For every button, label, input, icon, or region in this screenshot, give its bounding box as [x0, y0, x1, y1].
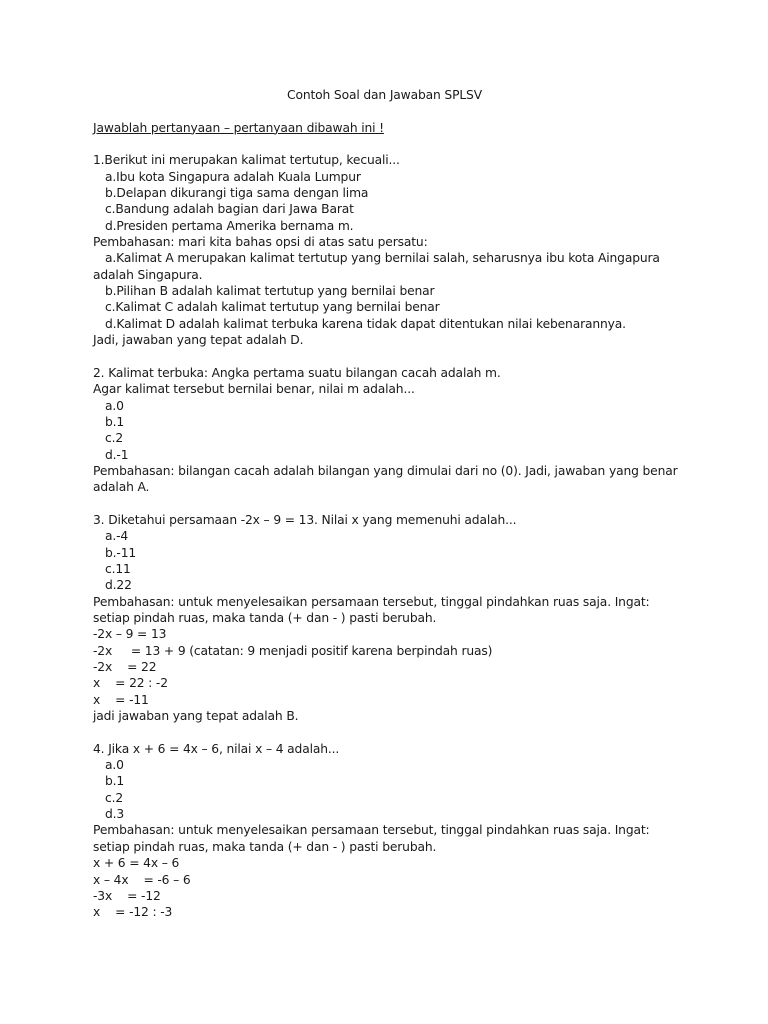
option-d: d.3 — [105, 807, 125, 822]
question-text: 3. Diketahui persamaan -2x – 9 = 13. Nilai x yang memenuhi adalah... — [93, 512, 517, 527]
option-c: c.Bandung adalah bagian dari Jawa Barat — [105, 202, 354, 217]
solution-step: x + 6 = 4x – 6 — [93, 856, 180, 871]
option-c: c.2 — [105, 431, 124, 446]
option-d: d.-1 — [105, 447, 129, 462]
solution-step: -2x = 22 — [93, 660, 157, 675]
discussion-point-d: d.Kalimat D adalah kalimat terbuka karena tidak dapat ditentukan nilai kebenarannya. — [105, 316, 626, 331]
solution-step: x = -11 — [93, 692, 149, 707]
question-text-continued: Agar kalimat tersebut bernilai benar, nilai m adalah... — [93, 382, 415, 397]
question-text: 4. Jika x + 6 = 4x – 6, nilai x – 4 adalah... — [93, 741, 340, 756]
solution-step: x – 4x = -6 – 6 — [93, 872, 191, 887]
option-d: d.22 — [105, 578, 132, 593]
discussion-point-b: b.Pilihan B adalah kalimat tertutup yang bernilai benar — [105, 284, 435, 299]
solution-step: -2x – 9 = 13 — [93, 627, 167, 642]
option-c: c.11 — [105, 561, 131, 576]
discussion-point-a: a.Kalimat A merupakan kalimat tertutup yang bernilai salah, seharusnya ibu kota Aingapura adalah Singapura. — [93, 251, 660, 282]
option-b: b.1 — [105, 774, 125, 789]
solution-step: -3x = -12 — [93, 888, 161, 903]
solution-step: x = 22 : -2 — [93, 676, 168, 691]
solution-step: x = -12 : -3 — [93, 905, 173, 920]
question-1 — [93, 152, 693, 348]
question-text: 1.Berikut ini merupakan kalimat tertutup, kecuali... — [93, 153, 400, 168]
answer-text: Jadi, jawaban yang tepat adalah D. — [93, 333, 304, 348]
instruction-heading: Jawablah pertanyaan – pertanyaan dibawah ini ! — [93, 120, 384, 135]
question-4 — [93, 741, 693, 921]
discussion-text: Pembahasan: mari kita bahas opsi di atas satu persatu: — [93, 235, 428, 250]
option-a: a.0 — [105, 398, 124, 413]
option-b: b.-11 — [105, 545, 137, 560]
document-body — [93, 87, 693, 921]
solution-step: -2x = 13 + 9 (catatan: 9 menjadi positif karena berpindah ruas) — [93, 643, 493, 658]
discussion-text: Pembahasan: bilangan cacah adalah bilangan yang dimulai dari no (0). Jadi, jawaban yang benar adalah A. — [93, 463, 678, 495]
option-b: b.1 — [105, 414, 125, 429]
question-3 — [93, 512, 693, 724]
option-b: b.Delapan dikurangi tiga sama dengan lima — [105, 186, 369, 201]
question-2 — [93, 365, 693, 496]
option-c: c.2 — [105, 790, 124, 805]
discussion-text: Pembahasan: untuk menyelesaikan persamaan tersebut, tinggal pindahkan ruas saja. Ingat: setiap pindah ruas, maka tanda (+ dan - ) pasti berubah. — [93, 594, 650, 625]
discussion-point-c: c.Kalimat C adalah kalimat tertutup yang bernilai benar — [105, 300, 440, 315]
option-d: d.Presiden pertama Amerika bernama m. — [105, 218, 354, 233]
document-title: Contoh Soal dan Jawaban SPLSV — [287, 88, 482, 102]
answer-text: jadi jawaban yang tepat adalah B. — [93, 709, 299, 724]
option-a: a.-4 — [105, 529, 129, 544]
option-a: a.0 — [105, 758, 124, 773]
discussion-text: Pembahasan: untuk menyelesaikan persamaan tersebut, tinggal pindahkan ruas saja. Ingat: setiap pindah ruas, maka tanda (+ dan - ) pasti berubah. — [93, 823, 650, 854]
option-a: a.Ibu kota Singapura adalah Kuala Lumpur — [105, 169, 361, 184]
question-text: 2. Kalimat terbuka: Angka pertama suatu bilangan cacah adalah m. — [93, 365, 501, 380]
